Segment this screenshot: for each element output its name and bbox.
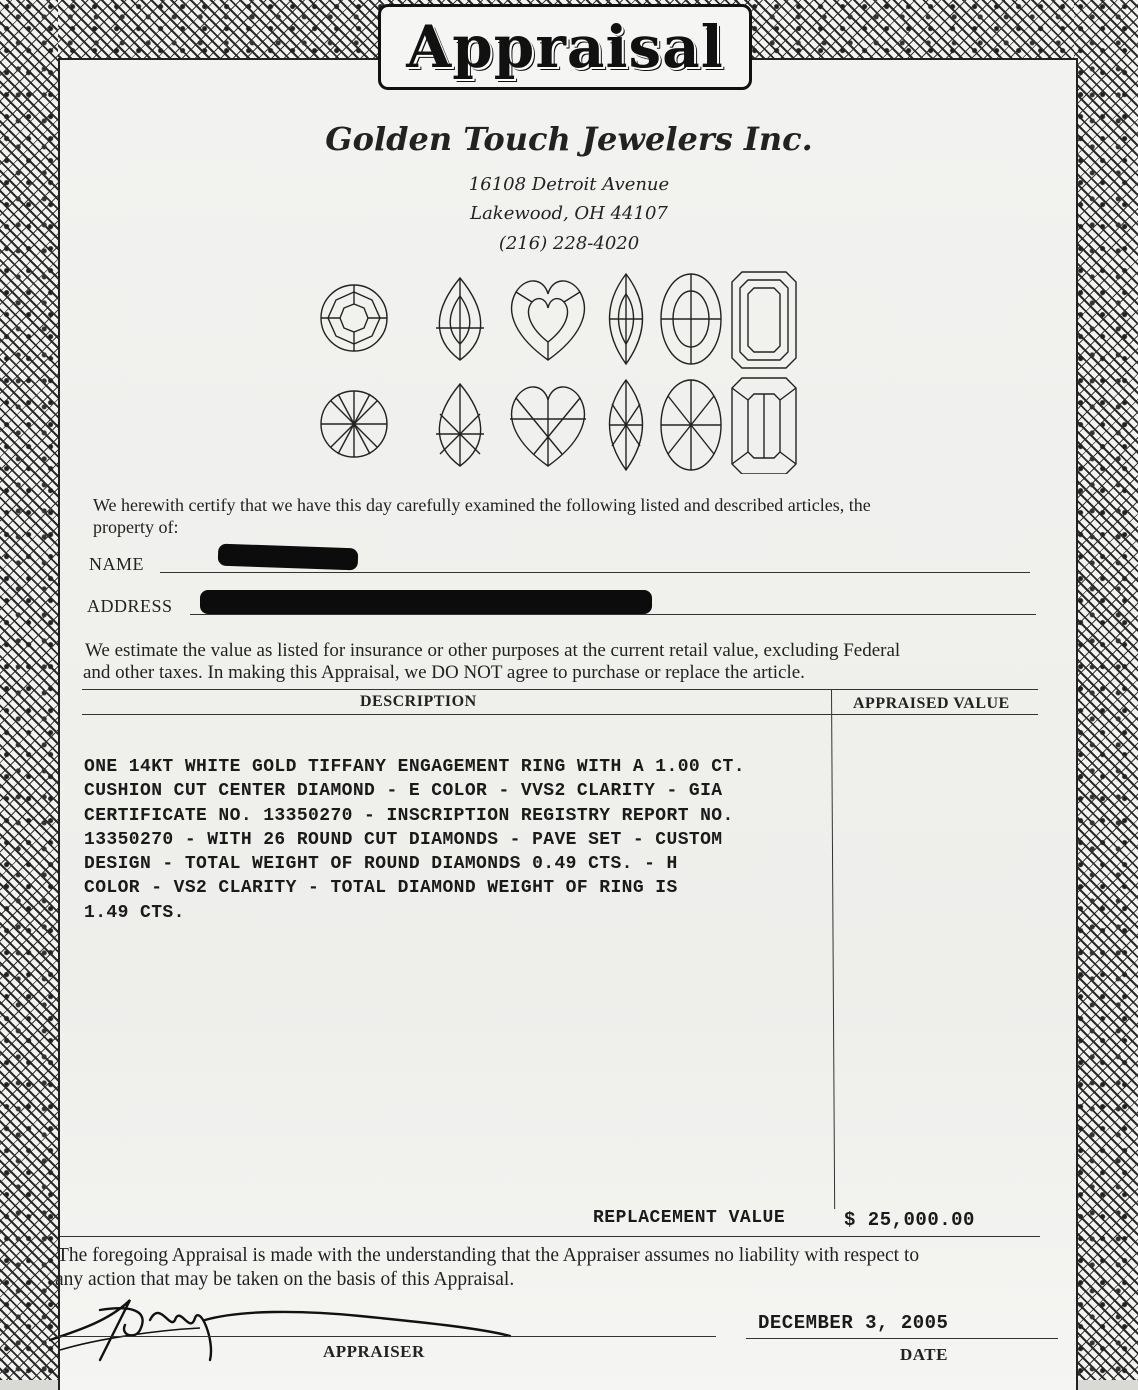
oval-pavilion-icon [661,380,721,470]
footer-rule [60,1236,1040,1237]
address-redaction [200,590,652,614]
name-label: NAME [89,554,144,574]
appraiser-line [56,1336,716,1337]
disclaimer-text-1: The foregoing Appraisal is made with the understanding that the Appraiser assumes no liability with respect to [57,1245,920,1266]
appraiser-label: APPRAISER [323,1342,425,1361]
marquise-icon [609,274,643,364]
description-line: COLOR - VS2 CLARITY - TOTAL DIAMOND WEIGHT OF RING IS [84,878,678,899]
replacement-value-amount: $ 25,000.00 [844,1209,975,1231]
document-title: Appraisal [406,13,724,81]
description-line: ONE 14KT WHITE GOLD TIFFANY ENGAGEMENT RING WITH A 1.00 CT. [84,757,745,777]
description-line: DESIGN - TOTAL WEIGHT OF ROUND DIAMONDS 0.49 CTS. - H [84,854,678,875]
item-description [84,755,824,925]
company-phone: (216) 228-4020 [498,233,640,254]
date-label: DATE [900,1345,948,1364]
estimate-text-2: and other taxes. In making this Appraisal, we DO NOT agree to purchase or replace the article. [83,662,805,683]
title-banner [378,4,752,90]
disclaimer-text-2: any action that may be taken on the basis of this Appraisal. [55,1269,515,1290]
description-line: CUSHION CUT CENTER DIAMOND - E COLOR - VVS2 CLARITY - GIA [84,781,723,802]
appraised-value-header: APPRAISED VALUE [853,695,1010,712]
replacement-value-label: REPLACEMENT VALUE [593,1208,786,1228]
gem-shapes-diagram [318,268,802,474]
description-line: CERTIFICATE NO. 13350270 - INSCRIPTION REGISTRY REPORT NO. [84,805,734,826]
pear-pavilion-icon [436,384,484,466]
appraiser-signature [40,1280,520,1372]
description-line: 13350270 - WITH 26 ROUND CUT DIAMONDS - PAVE SET - CUSTOM [84,829,723,850]
address-line [190,614,1036,615]
description-line: 1.49 CTS. [84,902,185,923]
name-line [160,572,1030,573]
document-body [58,58,1078,1390]
heart-icon [512,281,585,360]
emerald-cut-icon [732,272,796,368]
oval-icon [661,274,721,364]
certify-text-2: property of: [93,517,179,537]
round-brilliant-icon [321,285,387,351]
table-top-rule [82,689,1038,690]
pear-icon [436,278,484,360]
certify-text-1: We herewith certify that we have this day carefully examined the following listed and described articles, the [93,495,871,515]
company-name: Golden Touch Jewelers Inc. [325,120,813,158]
company-city: Lakewood, OH 44107 [470,203,668,224]
appraisal-date: DECEMBER 3, 2005 [758,1312,949,1334]
emerald-pavilion-icon [732,378,796,474]
round-pavilion-icon [321,391,387,457]
date-line [746,1338,1058,1339]
description-header: DESCRIPTION [360,693,477,710]
marquise-pavilion-icon [609,380,643,470]
table-header-rule [82,714,1038,715]
company-street: 16108 Detroit Avenue [468,174,670,195]
estimate-text-1: We estimate the value as listed for insurance or other purposes at the current retail value, excluding Federal [85,640,901,661]
heart-pavilion-icon [510,387,586,466]
address-label: ADDRESS [87,596,173,616]
